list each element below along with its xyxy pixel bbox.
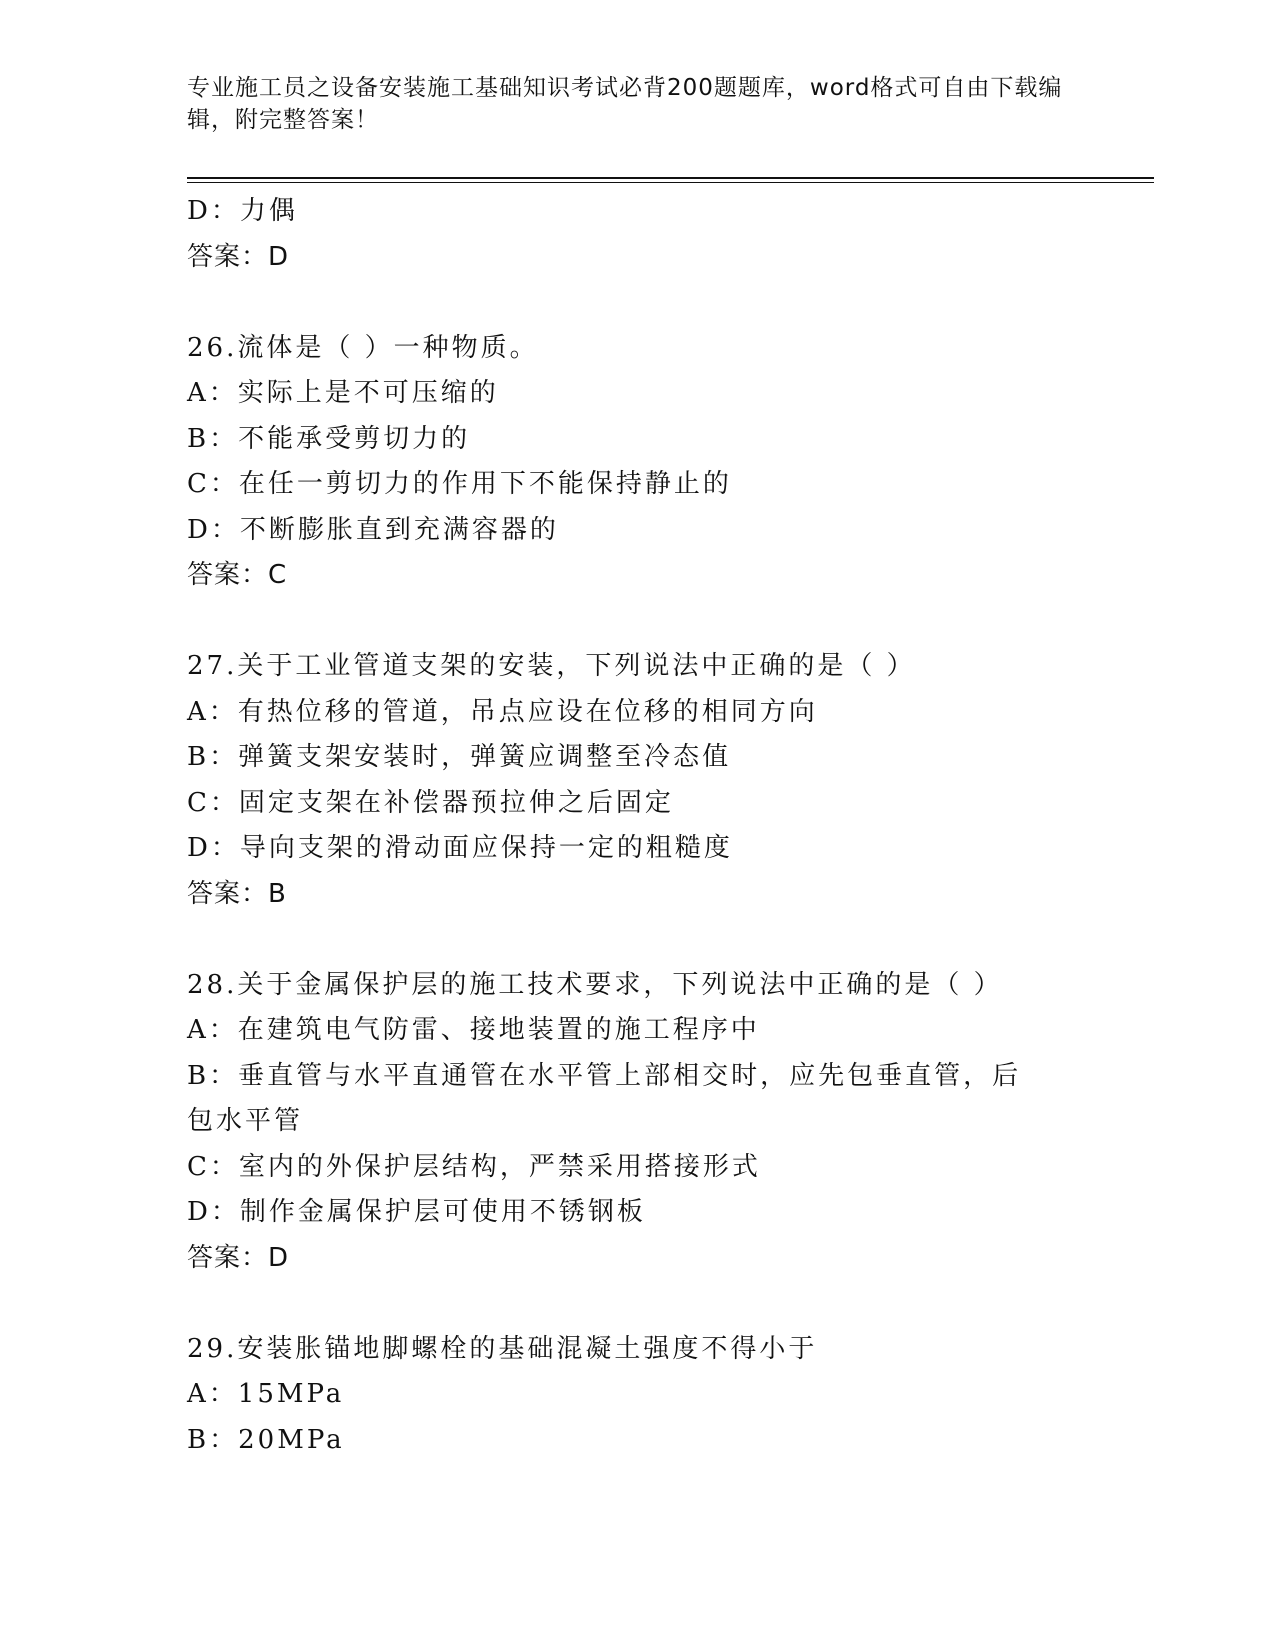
option-b: B：20MPa <box>187 1424 345 1455</box>
header-rule-thin <box>187 182 1154 183</box>
header-text: 专业施工员之设备安装施工基础知识考试必背200题题库，word格式可自由下载编辑，附完整答案！ <box>187 75 1063 133</box>
option-c: C：固定支架在补偿器预拉伸之后固定 <box>187 787 674 818</box>
answer-label: 答案： <box>187 560 269 590</box>
answer-line <box>187 553 1087 599</box>
answer-value: B <box>268 878 287 909</box>
answer-label: 答案： <box>187 878 269 909</box>
question-block <box>187 644 1087 917</box>
answer-label: 答案： <box>187 241 269 272</box>
header-rule-thick <box>187 177 1154 179</box>
option-a: A：在建筑电气防雷、接地装置的施工程序中 <box>187 1015 760 1045</box>
question-text: 27.关于工业管道支架的安装，下列说法中正确的是（ ） <box>187 651 916 681</box>
block-spacer <box>187 917 1087 963</box>
option-a: A：15MPa <box>187 1379 345 1409</box>
document-header <box>187 72 1067 136</box>
option-d: D：制作金属保护层可使用不锈钢板 <box>187 1197 646 1227</box>
option-a: A：实际上是不可压缩的 <box>187 378 499 408</box>
question-text: 29.安装胀锚地脚螺栓的基础混凝土强度不得小于 <box>187 1333 818 1364</box>
question-block <box>187 1327 1087 1464</box>
answer-value: C <box>268 560 288 590</box>
option-d: D：力偶 <box>187 196 298 226</box>
question-list <box>187 189 1087 1463</box>
answer-value: D <box>268 241 290 272</box>
question-text: 26.流体是（ ）一种物质。 <box>187 332 539 363</box>
block-spacer <box>187 599 1087 645</box>
option-c: C：在任一剪切力的作用下不能保持静止的 <box>187 469 732 499</box>
question-block <box>187 326 1087 599</box>
option-b: B：不能承受剪切力的 <box>187 423 471 454</box>
option-c: C：室内的外保护层结构，严禁采用搭接形式 <box>187 1151 761 1182</box>
block-spacer <box>187 1281 1087 1327</box>
option-d: D：不断膨胀直到充满容器的 <box>187 514 559 545</box>
option-d: D：导向支架的滑动面应保持一定的粗糙度 <box>187 833 733 863</box>
question-text: 28.关于金属保护层的施工技术要求，下列说法中正确的是（ ） <box>187 969 1003 1000</box>
answer-value: D <box>268 1242 290 1273</box>
answer-line <box>187 1236 1087 1282</box>
option-a: A：有热位移的管道，吊点应设在位移的相同方向 <box>187 696 818 727</box>
option-b: B：垂直管与水平直通管在水平管上部相交时，应先包垂直管，后包水平管 <box>187 1060 1022 1136</box>
block-spacer <box>187 280 1087 326</box>
answer-line <box>187 872 1087 918</box>
answer-line <box>187 235 1087 281</box>
option-b: B：弹簧支架安装时，弹簧应调整至冷态值 <box>187 742 732 772</box>
question-block <box>187 189 1087 280</box>
answer-label: 答案： <box>187 1242 269 1273</box>
question-block <box>187 963 1087 1282</box>
